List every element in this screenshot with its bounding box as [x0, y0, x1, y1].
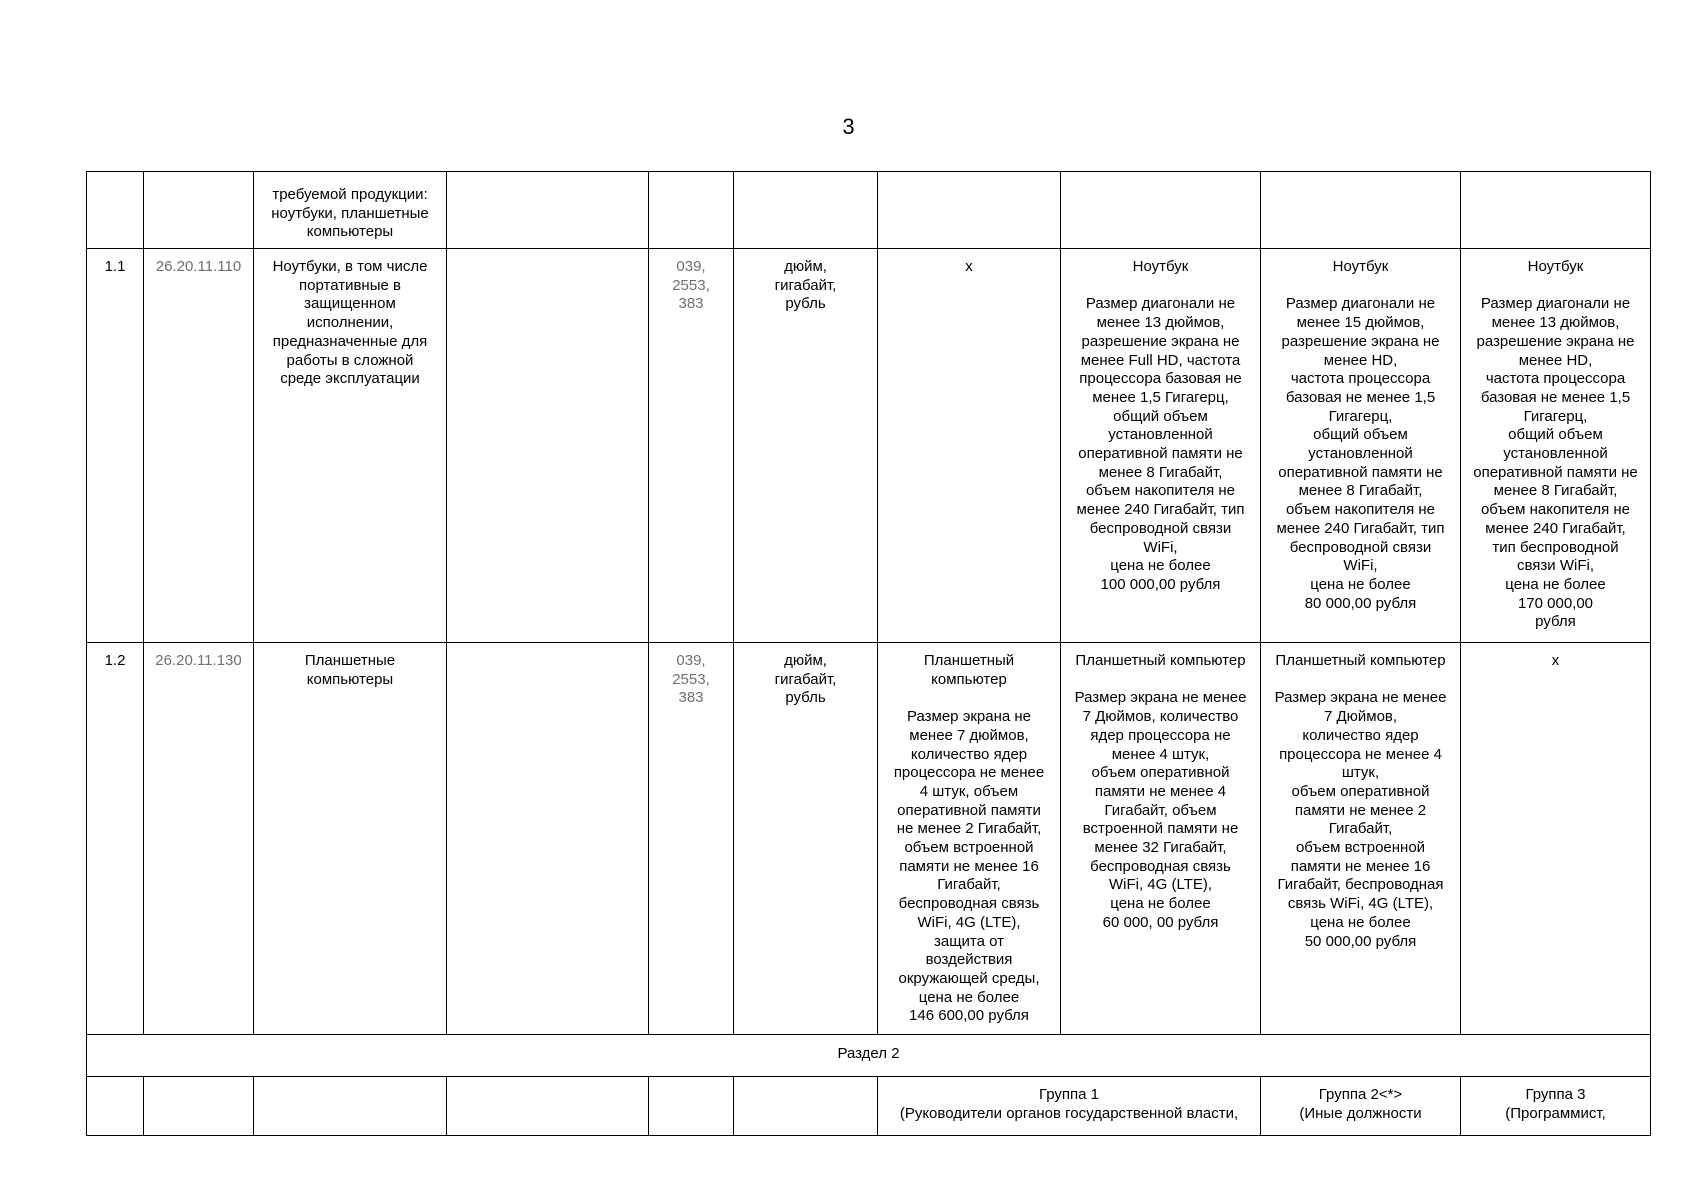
- table-row: [87, 643, 1651, 1035]
- requirements-table: [86, 171, 1651, 1136]
- table-row: [87, 172, 1651, 249]
- group1-spec: Планшетный компьютер Размер экрана не менее 7 дюймов, количество ядер процессора не менее 4 штук, объем оперативной памяти не менее 2 Гигабайт, объем встроенной памяти не менее 16 Гигабайт, беспроводная связь WiFi, 4G (LTE), защита от воздействия окружающей среды, цена не более 146 600,00 рубля: [878, 643, 1061, 1035]
- group2-header: Группа 2<*> (Иные должности: [1261, 1077, 1461, 1136]
- table-cell: [144, 172, 254, 249]
- product-name: Ноутбуки, в том числе портативные в защищенном исполнении, предназначенные для работы в сложной среде эксплуатации: [254, 249, 447, 643]
- table-cell: [447, 249, 649, 643]
- group3-spec: Ноутбук Размер диагонали не менее 13 дюймов, разрешение экрана не менее HD, частота процессора базовая не менее 1,5 Гигагерц, общий объем установленной оперативной памяти не менее 8 Гигабайт, объем накопителя не менее 240 Гигабайт, тип беспроводной связи WiFi, цена не более 170 000,00 рубля: [1461, 249, 1651, 643]
- table-cell: [447, 172, 649, 249]
- group1-header: Группа 1 (Руководители органов государственной власти,: [878, 1077, 1261, 1136]
- group-a-spec: Ноутбук Размер диагонали не менее 13 дюймов, разрешение экрана не менее Full HD, частота процессора базовая не менее 1,5 Гигагерц, общий объем установленной оперативной памяти не менее 8 Гигабайт, объем накопителя не менее 240 Гигабайт, тип беспроводной связи WiFi, цена не более 100 000,00 рубля: [1061, 249, 1261, 643]
- row-number: 1.2: [87, 643, 144, 1035]
- table-cell: [1461, 172, 1651, 249]
- table-row: [87, 249, 1651, 643]
- group-a-spec: Планшетный компьютер Размер экрана не менее 7 Дюймов, количество ядер процессора не менее 4 штук, объем оперативной памяти не менее 4 Гигабайт, объем встроенной памяти не менее 32 Гигабайт, беспроводная связь WiFi, 4G (LTE), цена не более 60 000, 00 рубля: [1061, 643, 1261, 1035]
- table-cell: [144, 1077, 254, 1136]
- table-cell: [1261, 172, 1461, 249]
- group3-spec: х: [1461, 643, 1651, 1035]
- groups-header-row: [87, 1077, 1651, 1136]
- table-cell: [734, 172, 878, 249]
- table-cell: [734, 1077, 878, 1136]
- row-number: 1.1: [87, 249, 144, 643]
- table-cell: [87, 1077, 144, 1136]
- okpd-code: 26.20.11.130: [144, 643, 254, 1035]
- units: дюйм, гигабайт, рубль: [734, 643, 878, 1035]
- group2-spec: Ноутбук Размер диагонали не менее 15 дюймов, разрешение экрана не менее HD, частота процессора базовая не менее 1,5 Гигагерц, общий объем установленной оперативной памяти не менее 8 Гигабайт, объем накопителя не менее 240 Гигабайт, тип беспроводной связи WiFi, цена не более 80 000,00 рубля: [1261, 249, 1461, 643]
- group2-spec: Планшетный компьютер Размер экрана не менее 7 Дюймов, количество ядер процессора не менее 4 штук, объем оперативной памяти не менее 2 Гигабайт, объем встроенной памяти не менее 16 Гигабайт, беспроводная связь WiFi, 4G (LTE), цена не более 50 000,00 рубля: [1261, 643, 1461, 1035]
- product-name: Планшетные компьютеры: [254, 643, 447, 1035]
- section-row: [87, 1035, 1651, 1077]
- okpd-code: 26.20.11.110: [144, 249, 254, 643]
- table-cell: [649, 1077, 734, 1136]
- section-title: Раздел 2: [87, 1035, 1651, 1077]
- table-cell: [1061, 172, 1261, 249]
- okei-codes: 039, 2553, 383: [649, 249, 734, 643]
- page-number: 3: [842, 114, 855, 139]
- table-cell: [254, 1077, 447, 1136]
- table-cell: [447, 643, 649, 1035]
- table-cell: [878, 172, 1061, 249]
- group3-header: Группа 3 (Программист,: [1461, 1077, 1651, 1136]
- table-cell: [87, 172, 144, 249]
- table-cell: [447, 1077, 649, 1136]
- table-cell: [649, 172, 734, 249]
- units: дюйм, гигабайт, рубль: [734, 249, 878, 643]
- okei-codes: 039, 2553, 383: [649, 643, 734, 1035]
- table-cell: требуемой продукции: ноутбуки, планшетные компьютеры: [254, 172, 447, 249]
- group1-spec: х: [878, 249, 1061, 643]
